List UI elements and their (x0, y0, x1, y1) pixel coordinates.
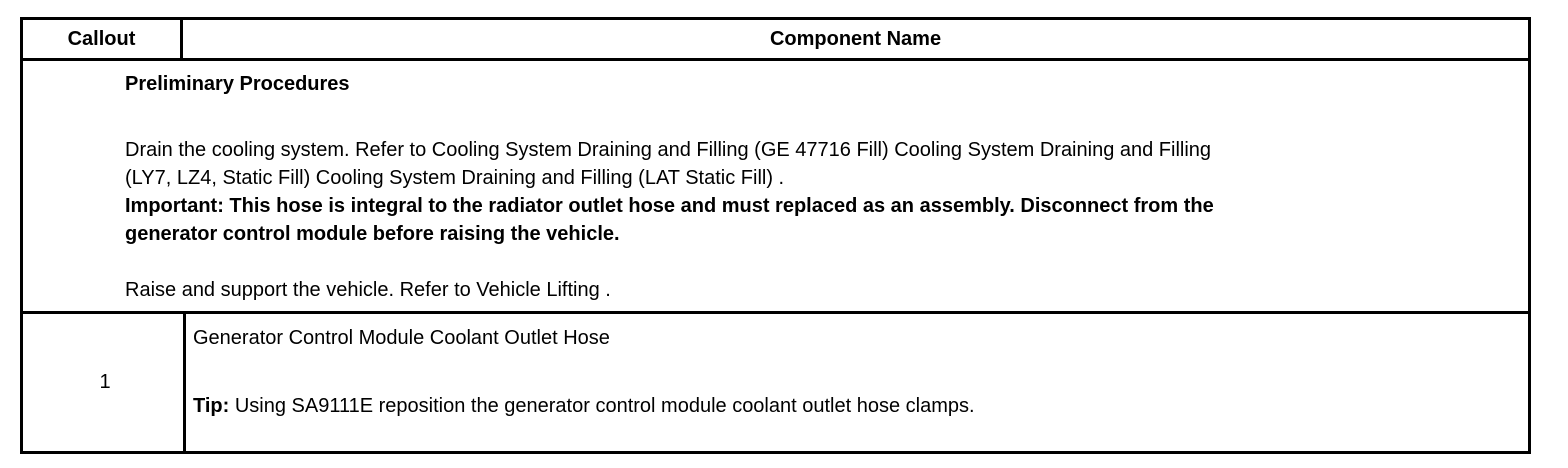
header-callout: Callout (23, 20, 183, 58)
preliminary-procedures-row (23, 61, 1528, 314)
component-cell (193, 325, 1508, 419)
drain-instruction-line-1: Drain the cooling system. Refer to Cooling System Draining and Filling (GE 47716 Fill) Cooling System Draining and Filling (125, 139, 1212, 161)
table-row (23, 314, 1528, 451)
procedure-table (20, 17, 1531, 454)
header-component-name: Component Name (769, 28, 942, 50)
tip-label: Tip: (193, 395, 230, 417)
preliminary-procedures-title: Preliminary Procedures (125, 73, 350, 95)
tip-note (193, 393, 1508, 419)
component-name: Generator Control Module Coolant Outlet Hose (193, 327, 610, 349)
tip-text: Using SA9111E reposition the generator control module coolant outlet hose clamps. (229, 395, 975, 417)
table-header-row (23, 20, 1528, 61)
important-note-line-2: generator control module before raising the vehicle. (125, 223, 620, 245)
raise-vehicle-instruction: Raise and support the vehicle. Refer to Vehicle Lifting . (125, 279, 611, 301)
preliminary-procedures-content (125, 70, 1498, 304)
callout-number: 1 (23, 314, 186, 451)
important-note-line-1: Important: This hose is integral to the radiator outlet hose and must replaced as an assembly. Disconnect from the (125, 195, 1214, 217)
drain-instruction-line-2: (LY7, LZ4, Static Fill) Cooling System Draining and Filling (LAT Static Fill) . (125, 167, 785, 189)
